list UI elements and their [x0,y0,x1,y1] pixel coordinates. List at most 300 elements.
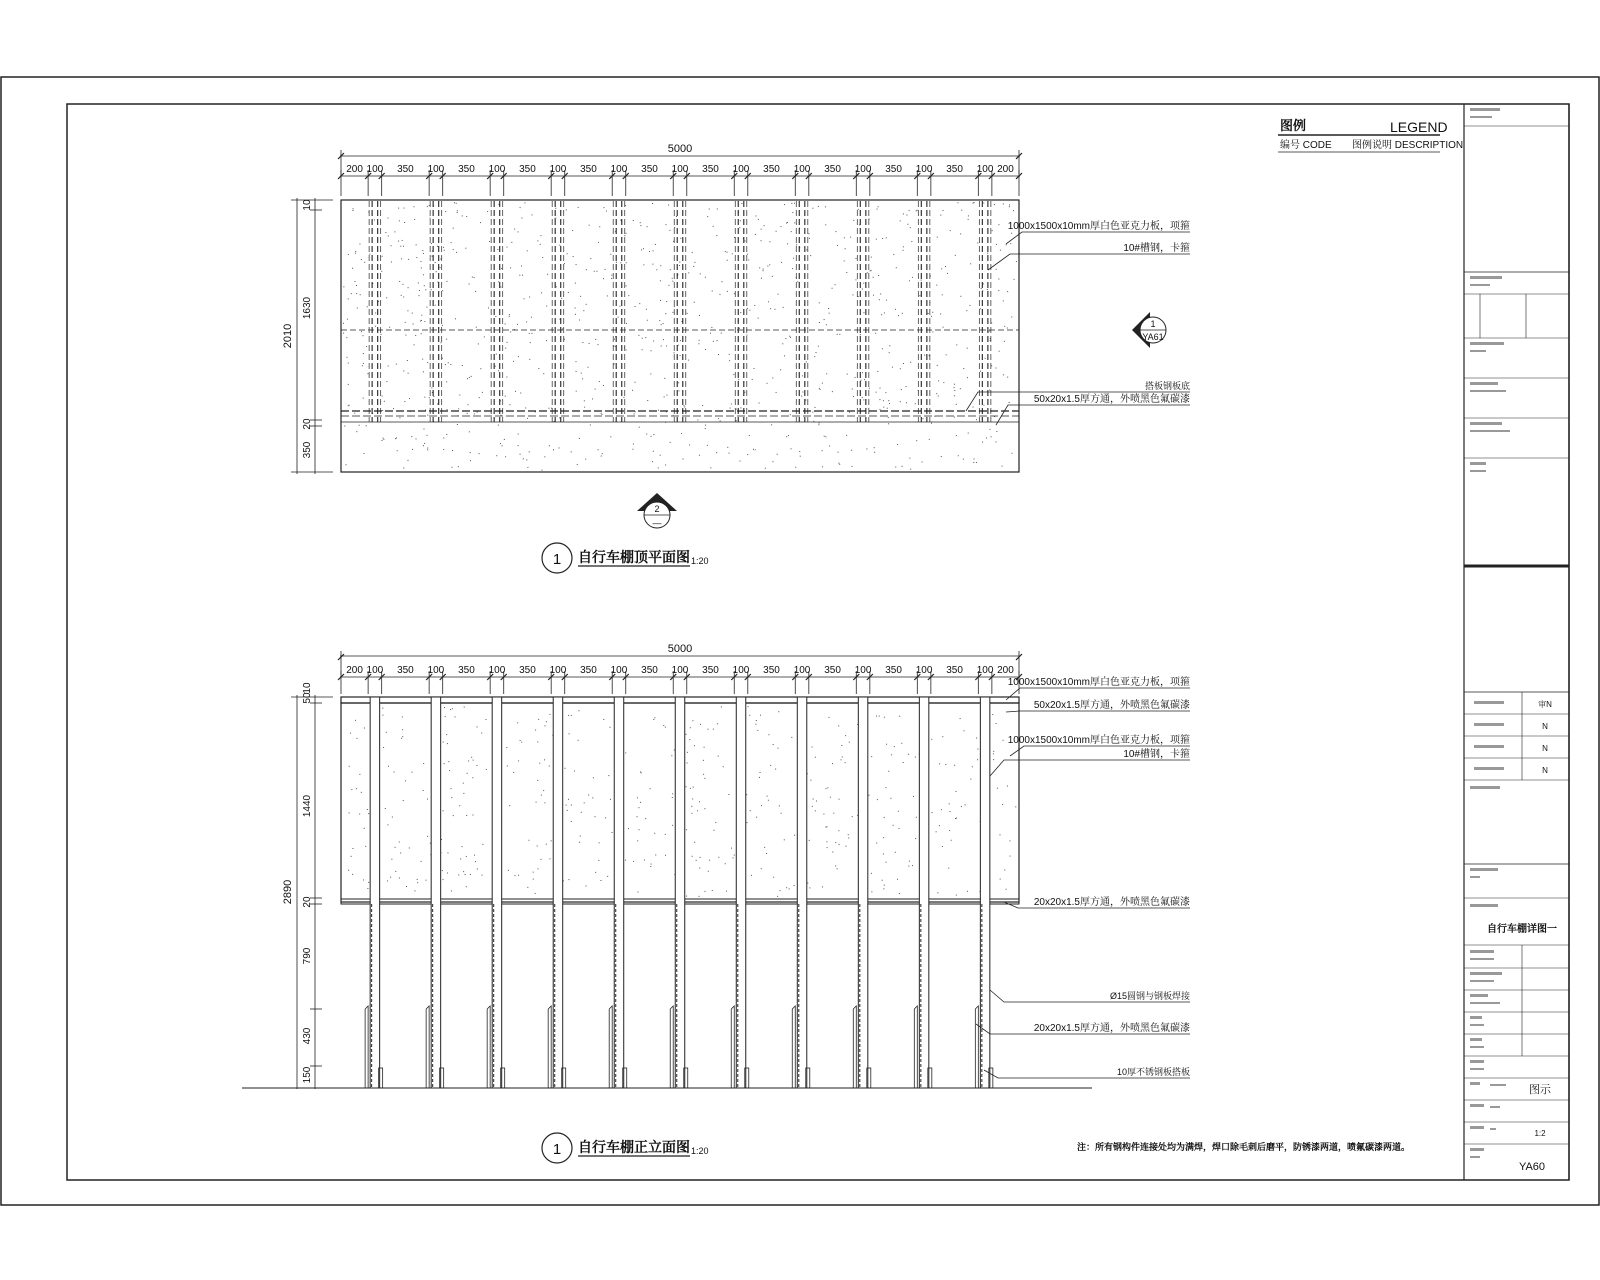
svg-text:YA61: YA61 [1142,332,1164,342]
hatch-dot [781,813,782,814]
hatch-dot [640,222,641,223]
hatch-dot [533,879,534,880]
hatch-dot [638,335,639,336]
hatch-dot [453,228,454,229]
hatch-dot [909,458,910,459]
hatch-dot [521,265,522,266]
hatch-dot [883,400,884,401]
hatch-dot [602,453,603,454]
hatch-dot [575,307,576,308]
hatch-dot [459,805,460,806]
hatch-dot [1010,243,1011,244]
hatch-dot [693,266,694,267]
hatch-dot [589,343,590,344]
hatch-dot [825,788,826,789]
hatch-dot [651,864,652,865]
hatch-dot [681,433,682,434]
hatch-dot [795,467,796,468]
hatch-dot [850,237,851,238]
hatch-dot [900,368,901,369]
hatch-dot [388,365,389,366]
hatch-dot [853,396,854,397]
hatch-dot [983,202,984,203]
hatch-dot [422,250,423,251]
hatch-dot [993,759,994,760]
hatch-dot [524,202,525,203]
hatch-dot [829,313,830,314]
hatch-dot [655,244,656,245]
hatch-dot [832,763,833,764]
hatch-dot [782,343,783,344]
plan-panel-outline [341,200,1019,472]
hatch-dot [431,243,432,244]
hatch-dot [427,415,428,416]
hatch-dot [791,448,792,449]
hatch-dot [760,715,761,716]
hatch-dot [1007,291,1008,292]
hatch-dot [571,451,572,452]
hatch-dot [666,301,667,302]
hatch-dot [363,335,364,336]
hatch-dot [429,205,430,206]
drawing-name: 自行车棚详图一 [1487,924,1557,935]
hatch-dot [932,312,933,313]
hatch-dot [414,344,415,345]
hatch-dot [912,865,913,866]
hatch-dot [400,852,401,853]
hatch-dot [529,359,530,360]
elev-post-brace-edge [914,1006,917,1088]
hatch-dot [906,386,907,387]
elev-post-brace-edge [548,1006,551,1088]
hatch-dot [584,802,585,803]
hatch-dot [913,796,914,797]
hatch-dot [505,348,506,349]
hatch-dot [1014,279,1015,280]
hatch-dot [683,405,684,406]
dim-value: 100 [427,665,445,676]
hatch-dot [451,242,452,243]
hatch-dot [879,716,880,717]
hatch-dot [576,371,577,372]
hatch-dot [527,887,528,888]
hatch-dot [839,464,840,465]
hatch-dot [659,320,660,321]
hatch-dot [700,857,701,858]
hatch-dot [716,235,717,236]
hatch-dot [546,340,547,341]
hatch-dot [482,392,483,393]
hatch-dot [723,766,724,767]
hatch-dot [687,762,688,763]
hatch-dot [575,314,576,315]
hatch-dot [541,470,542,471]
dim-value: 100 [549,665,567,676]
hatch-dot [628,295,629,296]
hatch-dot [500,287,501,288]
hatch-dot [361,792,362,793]
hatch-dot [696,860,697,861]
hatch-dot [915,403,916,404]
dim-value: 200 [346,164,363,175]
hatch-dot [673,241,674,242]
hatch-dot [653,719,654,720]
hatch-dot [440,267,441,268]
hatch-dot [348,405,349,406]
hatch-dot [603,207,604,208]
hatch-dot [669,230,670,231]
hatch-dot [388,235,389,236]
hatch-dot [902,313,903,314]
hatch-dot [511,242,512,243]
hatch-dot [479,453,480,454]
hatch-dot [763,270,764,271]
hatch-dot [366,425,367,426]
hatch-dot [361,259,362,260]
hatch-dot [352,848,353,849]
hatch-dot [649,251,650,252]
hatch-dot [812,208,813,209]
dim-value: 100 [976,164,994,175]
hatch-dot [894,746,895,747]
hatch-dot [660,300,661,301]
elev-post-brace-edge [487,1006,490,1088]
hatch-dot [566,209,567,210]
hatch-dot [736,409,737,410]
hatch-dot [968,219,969,220]
hatch-dot [356,738,357,739]
hatch-dot [982,442,983,443]
hatch-dot [676,216,677,217]
hatch-dot [824,319,825,320]
hatch-dot [973,462,974,463]
hatch-dot [680,238,681,239]
elev-post-brace-edge [609,1006,612,1088]
hatch-dot [415,335,416,336]
hatch-dot [853,220,854,221]
hatch-dot [658,467,659,468]
hatch-dot [549,858,550,859]
hatch-dot [685,734,686,735]
hatch-dot [565,768,566,769]
hatch-dot [611,832,612,833]
hatch-dot [698,343,699,344]
hatch-dot [734,237,735,238]
hatch-dot [661,324,662,325]
hatch-dot [632,449,633,450]
hatch-dot [957,202,958,203]
hatch-dot [579,438,580,439]
hatch-dot [1011,233,1012,234]
hatch-dot [423,763,424,764]
hatch-dot [641,249,642,250]
hatch-dot [873,277,874,278]
hatch-dot [778,294,779,295]
hatch-dot [413,324,414,325]
hatch-dot [529,451,530,452]
hatch-dot [911,241,912,242]
hatch-dot [446,734,447,735]
hatch-dot [699,801,700,802]
hatch-dot [519,275,520,276]
hatch-dot [939,763,940,764]
hatch-dot [941,456,942,457]
dim-value: 100 [427,164,445,175]
hatch-dot [956,435,957,436]
hatch-dot [544,802,545,803]
hatch-dot [815,757,816,758]
hatch-dot [1002,466,1003,467]
hatch-dot [784,204,785,205]
hatch-dot [405,780,406,781]
hatch-dot [840,759,841,760]
hatch-dot [929,439,930,440]
hatch-dot [679,262,680,263]
hatch-dot [416,257,417,258]
hatch-dot [748,259,749,260]
hatch-dot [465,874,466,875]
hatch-dot [980,308,981,309]
hatch-dot [670,442,671,443]
hatch-dot [424,397,425,398]
hatch-dot [998,279,999,280]
hatch-dot [453,249,454,250]
hatch-dot [985,358,986,359]
hatch-dot [584,407,585,408]
dim-value: 100 [793,164,811,175]
hatch-dot [639,427,640,428]
hatch-dot [501,268,502,269]
elev-overall-dim: 5000 [667,643,693,655]
hatch-dot [584,400,585,401]
hatch-dot [665,727,666,728]
hatch-dot [402,717,403,718]
hatch-dot [819,322,820,323]
hatch-dot [600,880,601,881]
hatch-dot [687,752,688,753]
plan-left-seg-1: 10 [302,199,313,211]
hatch-dot [1012,453,1013,454]
hatch-dot [780,226,781,227]
elev-label-8: 10厚不锈钢板搭板 [1116,1067,1190,1077]
hatch-dot [639,303,640,304]
hatch-dot [416,244,417,245]
elev-segment-dims [338,651,1022,694]
hatch-dot [902,466,903,467]
hatch-dot [382,410,383,411]
hatch-dot [672,278,673,279]
hatch-dot [910,469,911,470]
hatch-dot [567,253,568,254]
hatch-dot [897,879,898,880]
hatch-dot [522,275,523,276]
hatch-dot [375,312,376,313]
hatch-dot [349,405,350,406]
hatch-dot [364,728,365,729]
hatch-dot [729,354,730,355]
hatch-dot [387,880,388,881]
hatch-dot [999,834,1000,835]
hatch-dot [812,412,813,413]
hatch-dot [408,287,409,288]
hatch-dot [967,348,968,349]
hatch-dot [792,212,793,213]
hatch-dot [871,270,872,271]
hatch-dot [668,205,669,206]
hatch-dot [1015,806,1016,807]
hatch-dot [399,220,400,221]
hatch-dot [738,379,739,380]
hatch-dot [908,866,909,867]
hatch-dot [510,331,511,332]
dim-value: 350 [763,164,780,175]
hatch-dot [889,345,890,346]
hatch-dot [462,215,463,216]
hatch-dot [474,413,475,414]
hatch-dot [569,733,570,734]
hatch-dot [712,890,713,891]
hatch-dot [497,249,498,250]
hatch-dot [699,896,700,897]
hatch-dot [822,450,823,451]
hatch-dot [568,879,569,880]
hatch-dot [974,202,975,203]
hatch-dot [973,203,974,204]
hatch-dot [477,869,478,870]
hatch-dot [838,725,839,726]
hatch-dot [909,280,910,281]
hatch-dot [694,745,695,746]
hatch-dot [794,203,795,204]
approval-mark-1: 审N [1538,700,1552,709]
hatch-dot [802,375,803,376]
hatch-dot [862,397,863,398]
hatch-dot [482,844,483,845]
hatch-dot [480,368,481,369]
hatch-dot [452,450,453,451]
hatch-dot [643,248,644,249]
hatch-dot [460,858,461,859]
hatch-dot [399,281,400,282]
hatch-dot [385,808,386,809]
hatch-dot [888,771,889,772]
hatch-dot [437,403,438,404]
hatch-dot [356,788,357,789]
hatch-dot [936,831,937,832]
hatch-dot [912,277,913,278]
hatch-dot [862,372,863,373]
hatch-dot [536,802,537,803]
hatch-dot [571,821,572,822]
hatch-dot [543,373,544,374]
hatch-dot [709,860,710,861]
hatch-dot [705,428,706,429]
hatch-dot [901,743,902,744]
hatch-dot [586,885,587,886]
hatch-dot [832,288,833,289]
hatch-dot [628,828,629,829]
hatch-dot [888,417,889,418]
hatch-dot [848,834,849,835]
hatch-dot [531,317,532,318]
hatch-dot [403,370,404,371]
dim-value: 100 [671,665,689,676]
hatch-dot [761,278,762,279]
hatch-dot [718,418,719,419]
hatch-dot [351,293,352,294]
hatch-dot [1002,804,1003,805]
hatch-dot [347,319,348,320]
hatch-dot [469,377,470,378]
hatch-dot [526,459,527,460]
hatch-dot [929,355,930,356]
dim-value: 100 [793,665,811,676]
hatch-dot [956,895,957,896]
hatch-dot [708,871,709,872]
hatch-dot [877,799,878,800]
hatch-dot [884,312,885,313]
hatch-dot [747,822,748,823]
hatch-dot [848,837,849,838]
hatch-dot [479,397,480,398]
hatch-dot [725,863,726,864]
dim-value: 350 [458,665,475,676]
hatch-dot [888,423,889,424]
dim-value: 100 [549,164,567,175]
hatch-dot [977,759,978,760]
hatch-dot [665,313,666,314]
hatch-dot [680,355,681,356]
hatch-dot [646,309,647,310]
hatch-dot [996,269,997,270]
hatch-dot [826,324,827,325]
elev-left-seg-5: 790 [302,947,313,965]
hatch-dot [586,269,587,270]
hatch-dot [960,388,961,389]
hatch-dot [495,366,496,367]
hatch-dot [996,723,997,724]
hatch-dot [403,246,404,247]
plan-left-seg-3: 20 [302,418,313,430]
hatch-dot [942,294,943,295]
hatch-dot [647,320,648,321]
hatch-dot [447,743,448,744]
hatch-dot [1006,889,1007,890]
legend-title-en: LEGEND [1390,119,1448,135]
hatch-dot [721,281,722,282]
hatch-dot [963,368,964,369]
dim-value: 350 [885,665,902,676]
hatch-dot [883,407,884,408]
hatch-dot [652,461,653,462]
hatch-dot [468,760,469,761]
hatch-dot [812,806,813,807]
elev-left-overall: 2890 [282,879,294,905]
hatch-dot [791,231,792,232]
hatch-dot [350,733,351,734]
hatch-dot [815,810,816,811]
hatch-dot [769,264,770,265]
hatch-dot [863,312,864,313]
hatch-dot [761,240,762,241]
hatch-dot [747,254,748,255]
hatch-dot [939,825,940,826]
hatch-dot [822,886,823,887]
hatch-dot [546,844,547,845]
hatch-dot [463,871,464,872]
hatch-dot [903,213,904,214]
hatch-dot [529,297,530,298]
